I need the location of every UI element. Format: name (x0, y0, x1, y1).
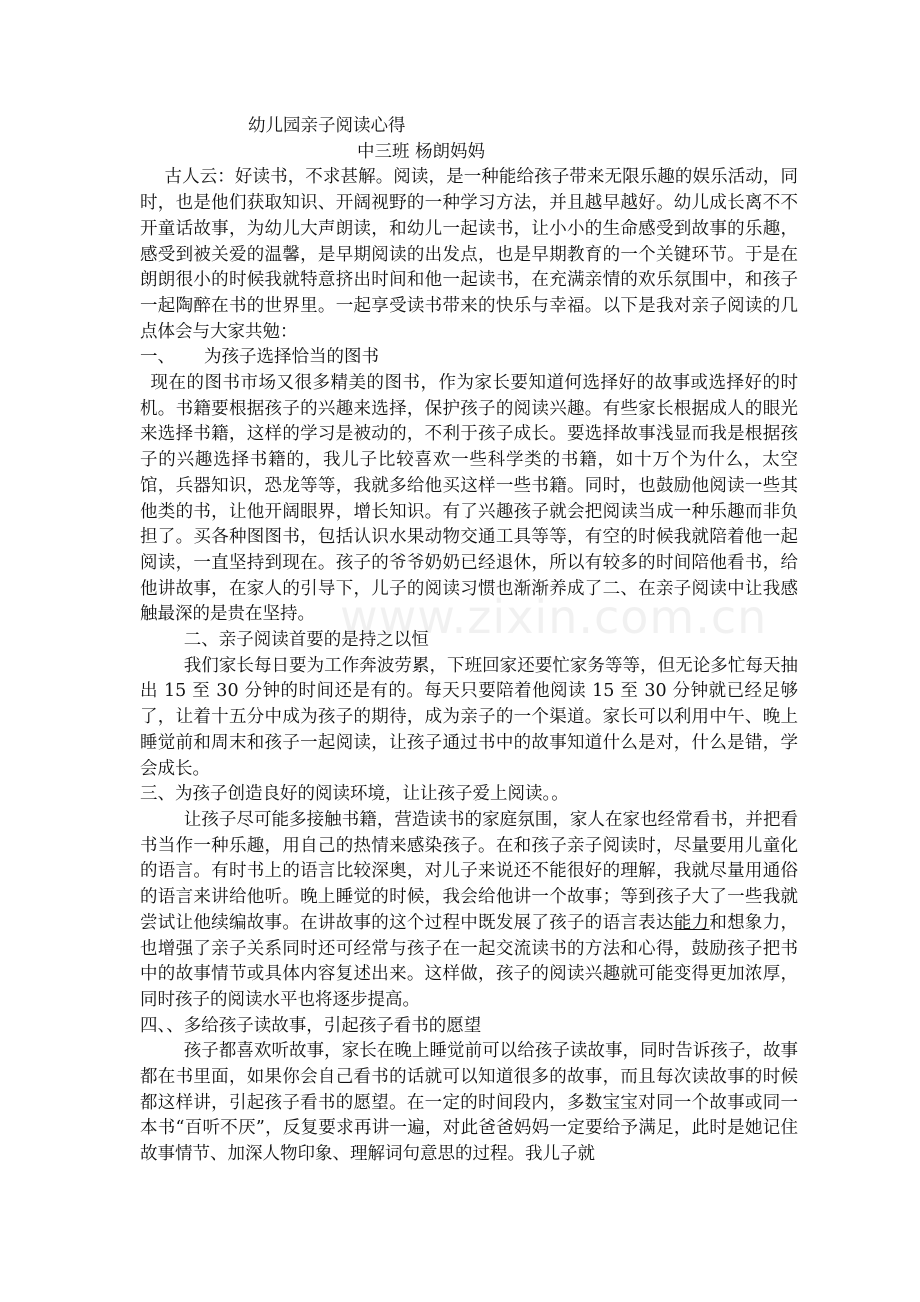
section-2-heading: 二、亲子阅读首要的是持之以恒 (183, 630, 429, 651)
section-1-number: 一、 (140, 347, 175, 368)
document-page (140, 114, 798, 1168)
section-4-heading: 四、、多给孩子读故事，引起孩子看书的愿望 (140, 1015, 482, 1036)
document-title: 幼儿园亲子阅读心得 (248, 116, 406, 136)
section-4-body: 孩子都喜欢听故事，家长在晚上睡觉前可以给孩子读故事，同时告诉孩子，故事都在书里面，如果你会自己看书的话就可以知道很多的故事，而且每次读故事的时候都这样讲，引起孩子看书的愿望。在一定的时间段内，多数宝宝对同一个故事或同一本书“百听不厌”，反复要求再讲一遍，对此爸爸妈妈一定要给予满足，此时是她记住故事情节、加深人物印象、理解词句意思的过程。我儿子就 (140, 1041, 798, 1165)
section-1-body: 现在的图书市场又很多精美的图书，作为家长要知道何选择好的故事或选择好的时机。书籍要根据孩子的兴趣来选择，保护孩子的阅读兴趣。有些家长根据成人的眼光来选择书籍，这样的学习是被动的，不利于孩子成长。要选择故事浅显而我是根据孩子的兴趣选择书籍的，我儿子比较喜欢一些科学类的书籍，如十万个为什么，太空馆，兵器知识，恐龙等等，我就多给他买这样一些书籍。同时，也鼓励他阅读一些其他类的书，让他开阔眼界，增长知识。有了兴趣孩子就会把阅读当成一种乐趣而非负担了。买各种图图书，包括认识水果动物交通工具等等，有空的时候我就陪着他一起阅读，一直坚持到现在。孩子的爷爷奶奶已经退休，所以有较多的时间陪他看书，给他讲故事，在家人的引导下，儿子的阅读习惯也渐渐养成了二、在亲子阅读中让我感触最深的是贵在坚持。 (140, 373, 798, 625)
section-3-underlined-word: 能力 (673, 912, 710, 933)
section-3-body (140, 808, 798, 1014)
section-3-body-part1: 让孩子尽可能多接触书籍，营造读书的家庭氛围，家人在家也经常看书，并把看书当作一种乐趣，用自己的热情来感染孩子。在和孩子亲子阅读时，尽量要用儿童化的语言。有时书上的语言比较深奥，对儿子来说还不能很好的理解，我就尽量用通俗的语言来讲给他听。晚上睡觉的时候，我会给他讲一个故事；等到孩子大了一些我就尝试让他续编故事。在讲故事的这个过程中既发展了孩子的语言表达 (140, 809, 798, 933)
section-1-heading (140, 345, 798, 371)
watermark-text: www.zixin.com.cn (340, 590, 768, 644)
section-2-body: 我们家长每日要为工作奔波劳累，下班回家还要忙家务等等，但无论多忙每天抽出 15 至 30 分钟的时间还是有的。每天只要陪着他阅读 15 至 30 分钟就已经足够了，让着十五分中成为孩子的期待，成为亲子的一个渠道。家长可以利用中午、晚上睡觉前和周末和孩子一起阅读，让孩子通过书中的故事知道什么是对，什么是错，学会成长。 (140, 655, 798, 779)
section-3-body-part2: 和想象力，也增强了亲子关系同时还可经常与孩子在一起交流读书的方法和心得，鼓励孩子把书中的故事情节或具体内容复述出来。这样做，孩子的阅读兴趣就可能变得更加浓厚，同时孩子的阅读水平也将逐步提高。 (140, 912, 799, 1010)
section-1-title: 为孩子选择恰当的图书 (204, 347, 379, 368)
document-author: 中三班 杨朗妈妈 (357, 141, 486, 162)
section-3-heading: 三、为孩子创造良好的阅读环境，让让孩子爱上阅读。。 (140, 784, 569, 805)
intro-paragraph: 古人云：好读书，不求甚解。阅读，是一种能给孩子带来无限乐趣的娱乐活动，同时，也是他们获取知识、开阔视野的一种学习方法，并且越早越好。幼儿成长离不不开童话故事，为幼儿大声朗读，和幼儿一起读书，让小小的生命感受到故事的乐趣，感受到被关爱的温馨，是早期阅读的出发点，也是早期教育的一个关键环节。于是在朗朗很小的时候我就特意挤出时间和他一起读书，在充满亲情的欢乐氛围中，和孩子一起陶醉在书的世界里。一起享受读书带来的快乐与幸福。以下是我对亲子阅读的几点体会与大家共勉： (140, 167, 798, 342)
